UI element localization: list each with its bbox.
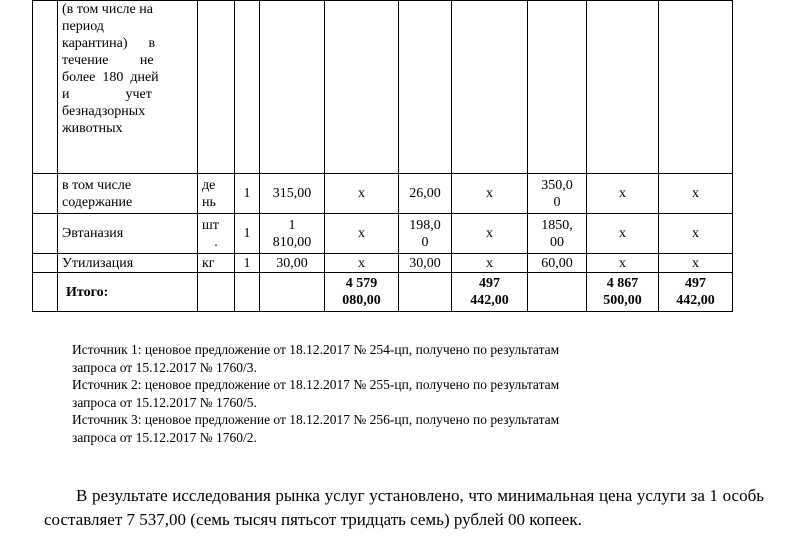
min-cell [659, 1, 733, 174]
s3-price-cell [528, 273, 587, 312]
row-number-cell [33, 1, 58, 174]
s1-total-cell: х [325, 254, 399, 273]
qty-cell [235, 1, 260, 174]
s2-price-cell [399, 1, 452, 174]
s1-total-cell [325, 1, 399, 174]
unit-cell [198, 1, 235, 174]
s3-price-cell [528, 1, 587, 174]
sources-notes [72, 341, 752, 447]
row-number-cell [33, 214, 58, 254]
s2-total-value: 497 442,00 [452, 273, 528, 312]
source-line: запроса от 15.12.2017 № 1760/2. [72, 429, 257, 445]
source-line: запроса от 15.12.2017 № 1760/5. [72, 394, 257, 410]
s2-price-cell: 198,0 0 [399, 214, 452, 254]
service-description: (в том числе на период карантина) в течение не более 180 дней и учет безнадзорных животных [58, 1, 198, 174]
row-number-cell [33, 174, 58, 214]
min-cell: х [659, 254, 733, 273]
table-row [33, 1, 733, 174]
table-row [33, 214, 733, 254]
s3-total-cell: х [587, 174, 659, 214]
total-row [33, 273, 733, 312]
qty-cell: 1 [235, 254, 260, 273]
source-line: Источник 2: ценовое предложение от 18.12.2017 № 255-цп, получено по результатам [72, 377, 560, 393]
s1-price-cell: 315,00 [260, 174, 325, 214]
qty-cell: 1 [235, 214, 260, 254]
service-name: Утилизация [58, 254, 198, 273]
table-row [33, 174, 733, 214]
s3-price-cell: 350,0 0 [528, 174, 587, 214]
s1-total-value: 4 579 080,00 [325, 273, 399, 312]
min-cell: х [659, 214, 733, 254]
qty-cell [235, 273, 260, 312]
row-number-cell [33, 254, 58, 273]
s3-total-cell [587, 1, 659, 174]
s2-total-cell: х [452, 214, 528, 254]
row-number-cell [33, 273, 58, 312]
source-line: запроса от 15.12.2017 № 1760/3. [72, 359, 257, 375]
s2-price-cell: 30,00 [399, 254, 452, 273]
s2-total-cell: х [452, 174, 528, 214]
s3-price-cell: 1850, 00 [528, 214, 587, 254]
conclusion-paragraph [44, 484, 764, 531]
s2-total-cell: х [452, 254, 528, 273]
s1-price-cell: 30,00 [260, 254, 325, 273]
s1-price-cell [260, 1, 325, 174]
s3-total-cell: х [587, 214, 659, 254]
s3-total-value: 4 867 500,00 [587, 273, 659, 312]
conclusion-text: В результате исследования рынка услуг установлено, что минимальная цена услуги за 1 особь составляет 7 537,00 (семь тысяч пятьсот тридцать семь) рублей 00 копеек. [44, 486, 764, 529]
qty-cell: 1 [235, 174, 260, 214]
s3-total-cell: х [587, 254, 659, 273]
source-line: Источник 1: ценовое предложение от 18.12.2017 № 254-цп, получено по результатам [72, 342, 560, 357]
s1-price-cell: 1 810,00 [260, 214, 325, 254]
unit-cell: де нь [198, 174, 235, 214]
service-name: Эвтаназия [58, 214, 198, 254]
service-name: в том числе содержание [58, 174, 198, 214]
source-line: Источник 3: ценовое предложение от 18.12.2017 № 256-цп, получено по результатам [72, 412, 560, 428]
total-label: Итого: [58, 273, 198, 312]
s2-price-cell: 26,00 [399, 174, 452, 214]
table-row [33, 254, 733, 273]
unit-cell: шт . [198, 214, 235, 254]
s1-price-cell [260, 273, 325, 312]
s3-price-cell: 60,00 [528, 254, 587, 273]
s1-total-cell: х [325, 214, 399, 254]
min-cell: х [659, 174, 733, 214]
price-table [32, 0, 733, 312]
unit-cell [198, 273, 235, 312]
s2-price-cell [399, 273, 452, 312]
min-total-value: 497 442,00 [659, 273, 733, 312]
unit-cell: кг [198, 254, 235, 273]
s2-total-cell [452, 1, 528, 174]
s1-total-cell: х [325, 174, 399, 214]
